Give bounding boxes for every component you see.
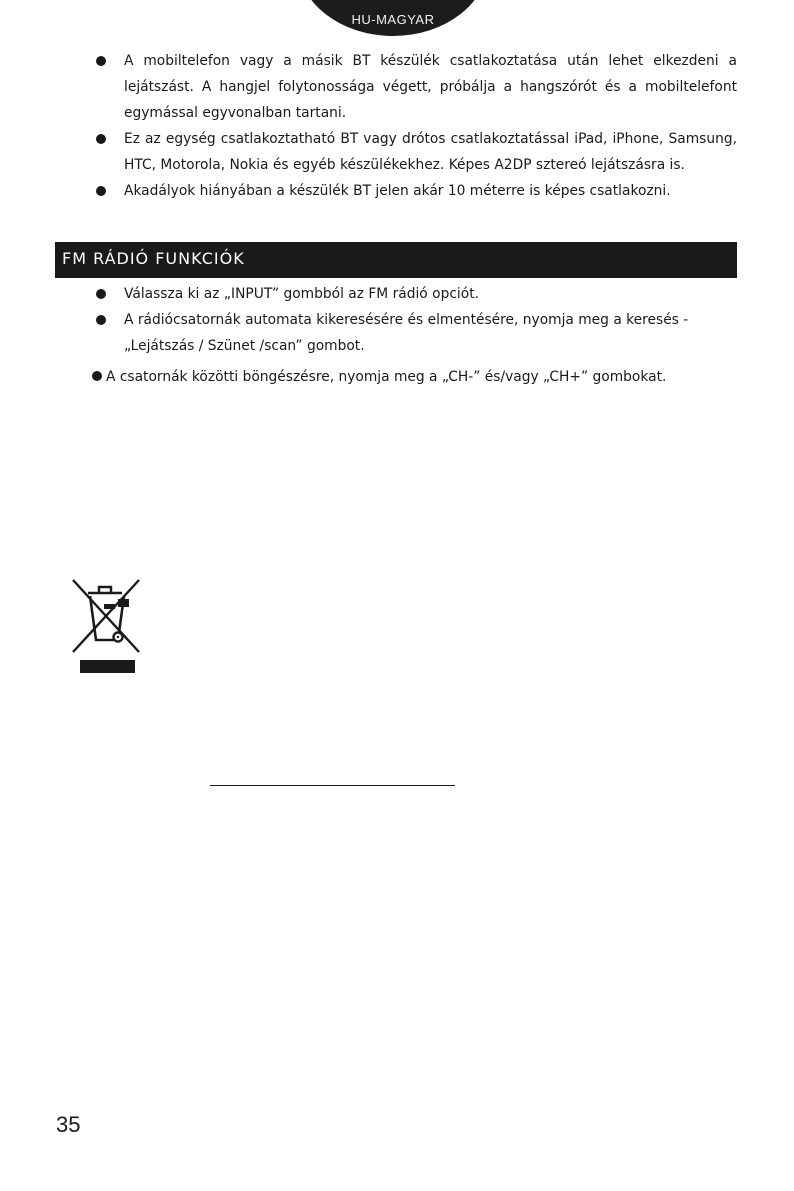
bullet-icon — [96, 134, 106, 144]
page-number: 35 — [56, 1112, 81, 1137]
bullet-icon — [92, 371, 102, 381]
language-tab-label: HU-MAGYAR — [351, 12, 435, 27]
section-heading: FM RÁDIÓ FUNKCIÓK — [62, 249, 245, 268]
list-item — [92, 307, 737, 359]
list-item — [92, 281, 737, 307]
bt-bullet-list — [92, 48, 737, 204]
bullet-icon — [96, 186, 106, 196]
fm-bullet-list — [92, 281, 737, 359]
bullet-icon — [96, 315, 106, 325]
bullet-text: Válassza ki az „INPUT” gombból az FM rádió opciót. — [124, 286, 479, 302]
crossed-out-wheelie-bin-icon — [70, 578, 142, 674]
bullet-icon — [96, 56, 106, 66]
list-item — [92, 126, 737, 178]
list-item — [92, 178, 737, 204]
bullet-text: A csatornák közötti böngészésre, nyomja meg a „CH-” és/vagy „CH+” gombokat. — [106, 369, 667, 385]
signature-line — [210, 785, 455, 786]
section-heading-bar — [55, 242, 737, 278]
bullet-text: A rádiócsatornák automata kikeresésére és elmentésére, nyomja meg a keresés - „Lejátszás / Szünet /scan” gombot. — [124, 312, 689, 354]
bullet-text: A mobiltelefon vagy a másik BT készülék csatlakoztatása után lehet elkezdeni a lejátszást. A hangjel folytonossága végett, próbálja a hangszórót és a mobiltelefont egymással egyvonalban tartani. — [124, 53, 737, 121]
bullet-text: Akadályok hiányában a készülék BT jelen akár 10 méterre is képes csatlakozni. — [124, 183, 671, 199]
language-tab — [297, 0, 489, 36]
list-item — [92, 364, 666, 390]
bullet-text: Ez az egység csatlakoztatható BT vagy drótos csatlakoztatással iPad, iPhone, Samsung, HTC, Motorola, Nokia és egyéb készülékekhez. Képes A2DP sztereó lejátszásra is. — [124, 131, 737, 173]
list-item — [92, 48, 737, 126]
bullet-icon — [96, 289, 106, 299]
